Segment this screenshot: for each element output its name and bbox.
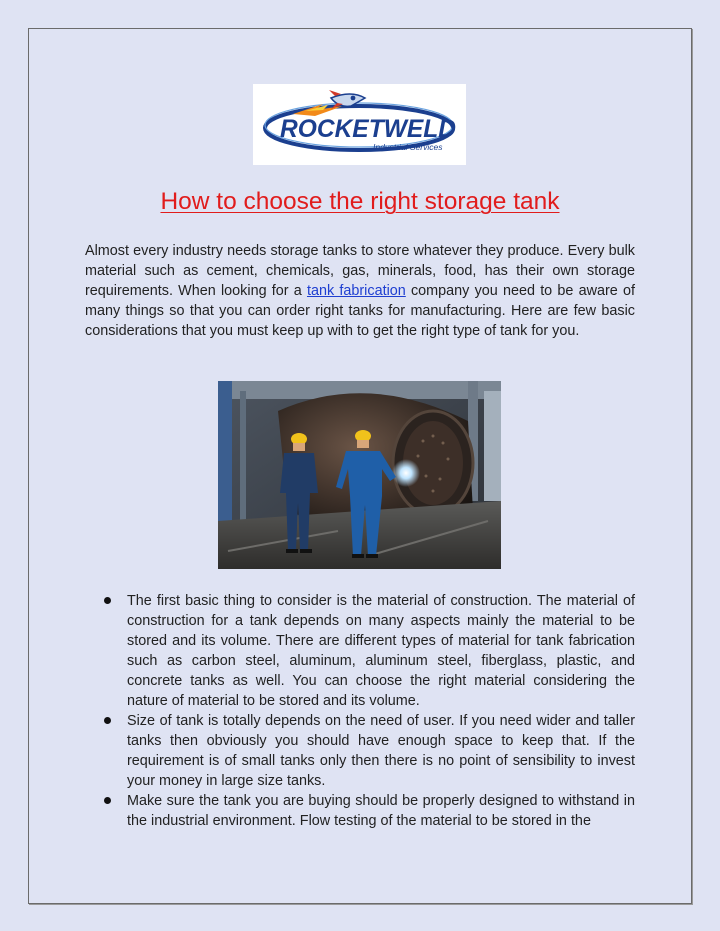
list-item [100,791,635,831]
intro-text-before: Almost every industry needs storage tanks to store whatever they produce. Every bulk material such as cement, chemicals, gas, minerals, food, has their own storage requirements. When looking for a [85,243,635,299]
list-item [100,591,635,711]
logo-tagline-text: Industrial Services [373,142,443,152]
bullet-icon [104,597,111,604]
rocket-logo-icon [253,84,466,165]
list-item-text: The first basic thing to consider is the material of construction. The material of construction for a tank depends on many aspects mainly the material to be stored and its volume. There are different types of material for tank fabrication such as carbon steel, aluminum, aluminum steel, fiberglass, plastic, and concrete tanks as well. You can choose the right material considering the nature of material to be stored and its volume. [127,593,635,709]
photo-illustration [218,381,501,569]
welding-workers-photo [218,381,501,569]
logo-brand-text: ROCKETWELD [280,115,456,143]
list-item [100,711,635,791]
tank-fabrication-link[interactable]: tank fabrication [306,283,406,299]
intro-paragraph [85,241,635,341]
bullet-icon [104,717,111,724]
list-item-text: Make sure the tank you are buying should be properly designed to withstand in the industrial environment. Flow testing of the material to be stored in the [127,793,635,829]
list-item-text: Size of tank is totally depends on the need of user. If you need wider and taller tanks then obviously you should have enough space to keep that. If the requirement is of small tanks only then there is no point of sensibility to invest your money in large size tanks. [127,713,635,789]
bullet-icon [104,797,111,804]
intro-text-after: company you need to be aware of many things so that you can order right tanks for manufacturing. Here are few basic considerations that you must keep up with to get the right type of tank for you. [85,283,635,339]
page-title: How to choose the right storage tank [160,188,560,215]
considerations-list [100,591,635,831]
rocketweld-logo [253,84,466,165]
